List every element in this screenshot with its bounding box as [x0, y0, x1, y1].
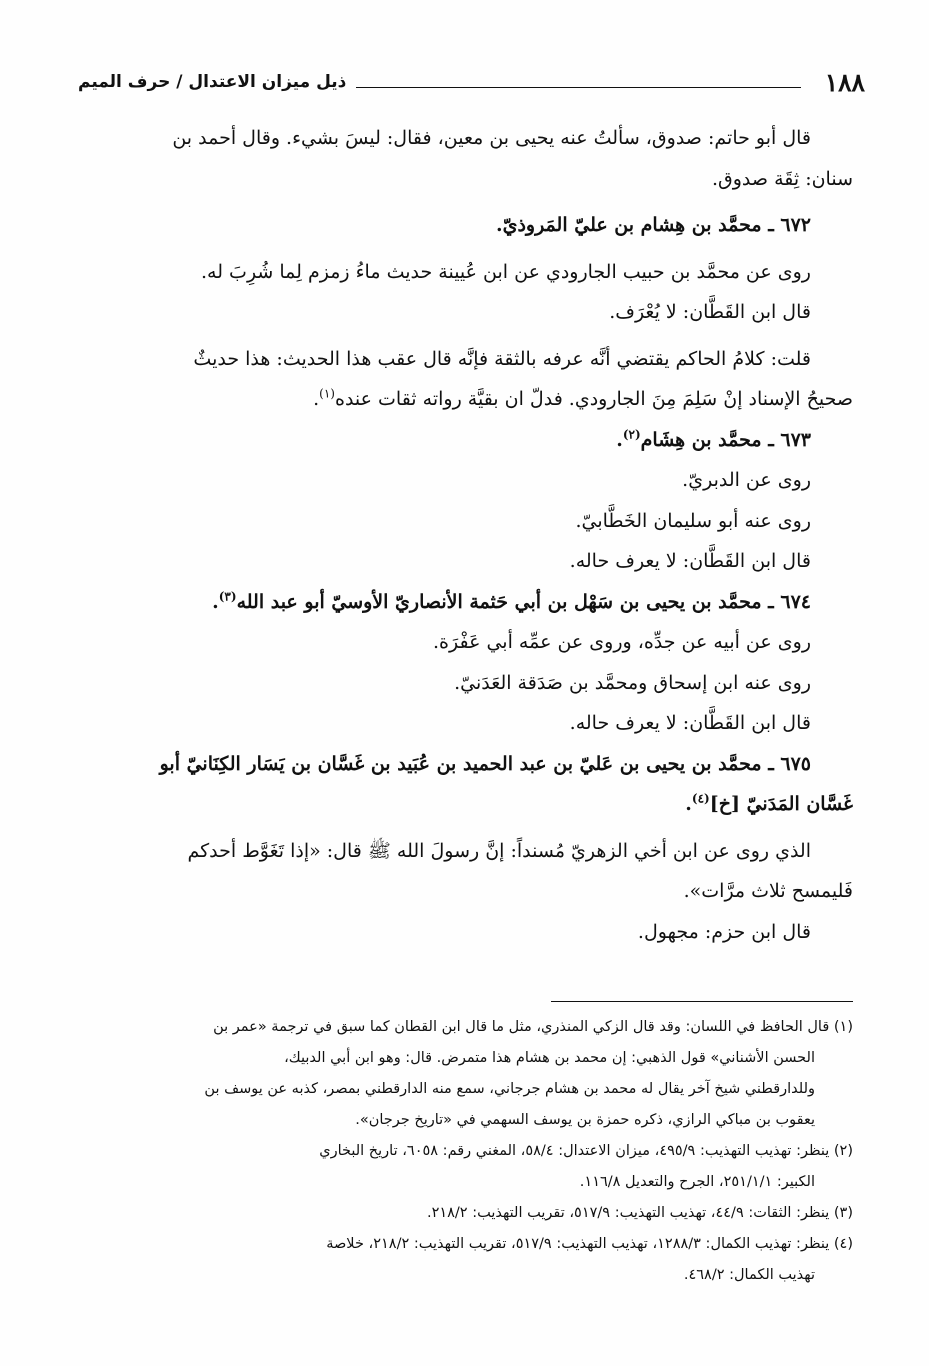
text-line: روى عنه أبو سليمان الخَطَّابيّ.: [575, 509, 811, 532]
main-text: [78, 118, 853, 952]
text-line: روى عن محمَّد بن حبيب الجارودي عن ابن عُيينة حديث ماءُ زمزم لِما شُرِبَ له.: [201, 260, 811, 283]
text-span: صحيحُ الإسناد إنْ سَلِمَ مِنَ الجارودي. فدلّ ان بقيَّة رواته ثقات عنده: [334, 388, 853, 410]
text-span: .: [212, 590, 219, 613]
entry-heading-672: ٦٧٢ ـ محمَّد بن هِشام بن عليّ المَروذيّ.: [495, 214, 811, 236]
text-line: [78, 379, 853, 420]
footnote-2: (٢) ينظر: تهذيب التهذيب: ٤٩٥/٩، ميزان الاعتدال: ٥٨/٤، المغني رقم: ٦٠٥٨، تاريخ البخاري: [319, 1143, 853, 1159]
footnote-line: الحسن الأشناني» قول الذهبي: إن محمد بن هشام هذا متمرض. قال: وهو ابن أبي الدبيك،: [284, 1050, 815, 1066]
text-span: ٦٧٣ ـ محمَّد بن هِشَام: [640, 428, 811, 451]
text-span: .: [313, 388, 320, 410]
entry-heading-674: [78, 582, 853, 623]
text-line: روى عنه ابن إسحاق ومحمَّد بن صَدَقة العَدَنيّ.: [454, 671, 811, 694]
text-line: قال ابن القَطَّان: لا يعرف حاله.: [569, 550, 811, 572]
footnote-separator: [551, 1001, 853, 1002]
footnote-line: الكبير: ٢٥١/١/١، الجرح والتعديل ١١٦/٨.: [579, 1174, 815, 1190]
footnote-line: وللدارقطني شيخ آخر يقال له محمد بن هشام جرجاني، سمع منه الدارقطني بمصر، كذبه عن يوسف بن: [204, 1081, 815, 1097]
text-line: قال أبو حاتم: صدوق، سألتُ عنه يحيى بن معين، فقال: ليسَ بشيء. وقال أحمد بن: [172, 127, 811, 149]
entry-heading-675-cont: [78, 784, 853, 825]
footnotes: [78, 1012, 853, 1291]
running-head: [78, 62, 865, 102]
text-span: غَسَّان المَدَنيّ [خ]: [709, 793, 853, 815]
text-line: قال ابن القَطَّان: لا يعرف حاله.: [569, 712, 811, 734]
footnote-4: (٤) ينظر: تهذيب الكمال: ١٢٨٨/٣، تهذيب التهذيب: ٥١٧/٩، تقريب التهذيب: ٢١٨/٢، خلاصة: [326, 1236, 853, 1252]
text-span: .: [616, 428, 623, 451]
text-span: ٦٧٤ ـ محمَّد بن يحيى بن سَهْل بن أبي حَثمة الأنصاريّ الأوسيّ أبو عبد الله: [236, 590, 811, 613]
footnote-1: (١) قال الحافظ في اللسان: وقد قال الزكي المنذري، مثل ما قال ابن القطان كما سبق في ترجمة «عمر بن: [213, 1019, 853, 1035]
text-line: قلت: كلامُ الحاكم يقتضي أنَّه عرفه بالثقة فإنَّه قال عقب هذا الحديث: هذا حديثٌ: [193, 347, 811, 370]
text-line: قال ابن القَطَّان: لا يُعْرَف.: [609, 301, 811, 323]
footnote-ref-2: (٢): [622, 427, 641, 442]
text-line: روى عن أبيه عن جدِّه، وروى عن عمِّه أبي عَفْرَة.: [432, 631, 811, 653]
text-line: الذي روى عن ابن أخي الزهريّ مُسنداً: إنَّ رسولَ الله ﷺ قال: «إذا تَغَوَّط أحدكم: [187, 839, 811, 862]
footnote-ref-4: (٤): [691, 791, 710, 806]
text-span: .: [685, 793, 692, 815]
footnote-ref-1: (١): [319, 386, 335, 401]
text-line: قال ابن حزم: مجهول.: [637, 920, 811, 943]
text-line: فَليمسح ثلاث مرَّات».: [683, 880, 853, 902]
entry-heading-673: [78, 420, 853, 461]
footnote-line: يعقوب بن مباكي الرازي، ذكره حمزة بن يوسف السهمي في «تاريخ جرجان».: [355, 1112, 815, 1128]
footnote-3: (٣) ينظر: الثقات: ٤٤/٩، تهذيب التهذيب: ٥١٧/٩، تقريب التهذيب: ٢١٨/٢.: [426, 1205, 853, 1221]
running-title: ذيل ميزان الاعتدال / حرف الميم: [78, 72, 347, 92]
header-rule: [356, 87, 800, 88]
text-line: سنان: ثِقَة صدوق.: [711, 167, 853, 190]
entry-heading-675: ٦٧٥ ـ محمَّد بن يحيى بن عَليّ بن عبد الحميد بن عُبَيد بن غَسَّان بن يَسَار الكِنَانيّ أبو: [159, 752, 811, 775]
footnote-ref-3: (٣): [218, 589, 237, 604]
page-number: ١٨٨: [824, 67, 865, 97]
footnote-line: تهذيب الكمال: ٤٦٨/٢.: [683, 1267, 815, 1283]
text-line: روى عن الدبريّ.: [682, 469, 811, 491]
